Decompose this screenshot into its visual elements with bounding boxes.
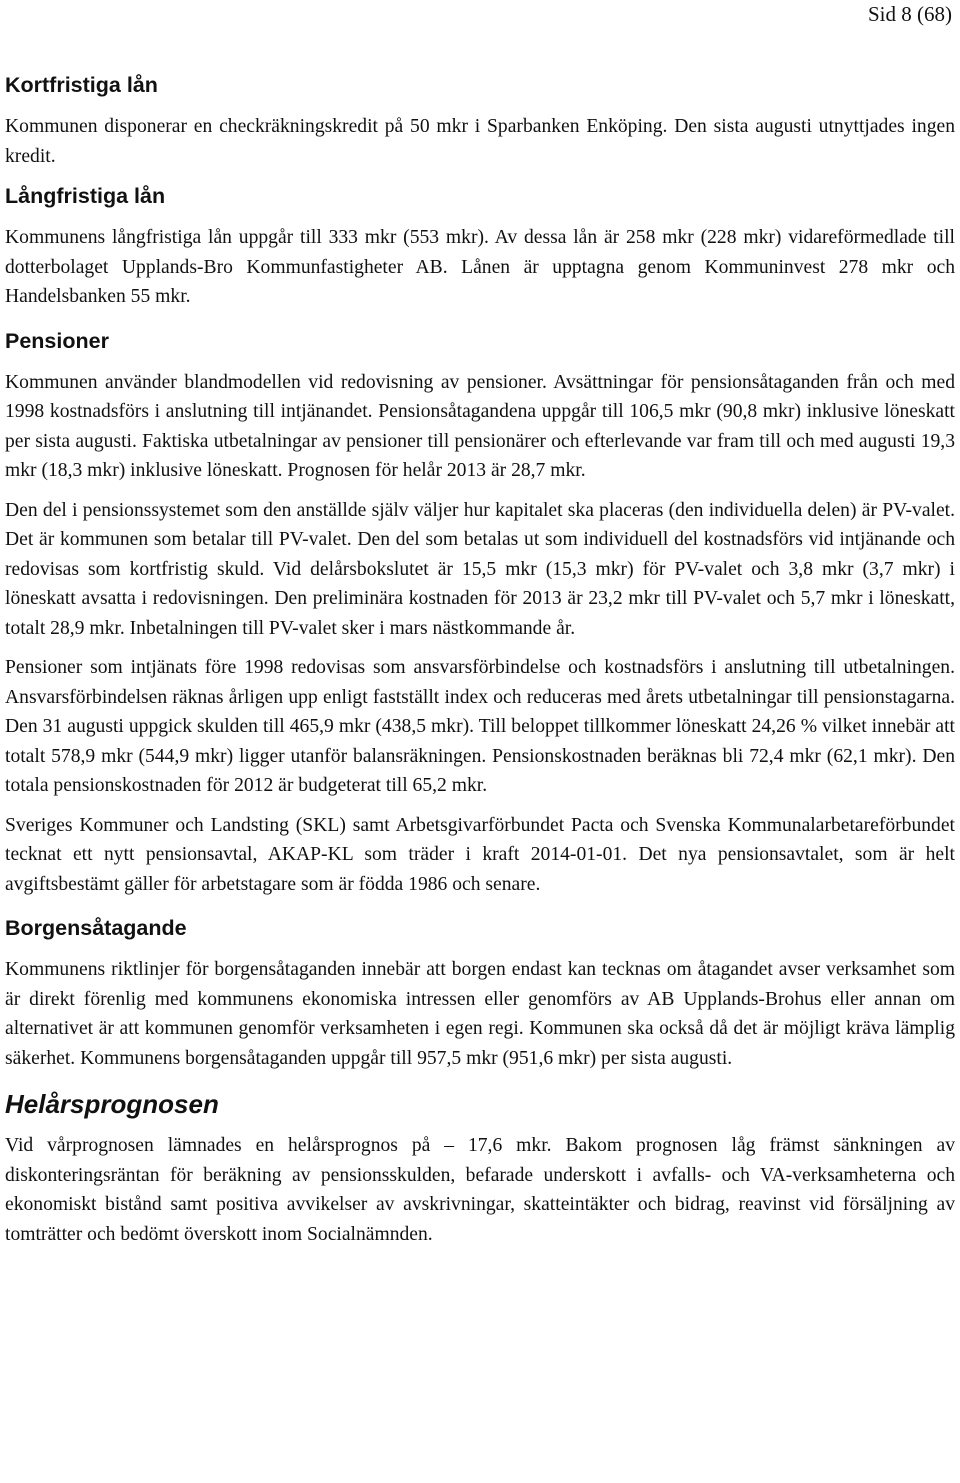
section-langfristiga-lan <box>5 181 955 312</box>
paragraph: Kommunens riktlinjer för borgensåtaganden innebär att borgen endast kan tecknas om åtagandet avser verksamhet som är direkt förenlig med kommunens ekonomiska intressen eller genomförs av AB Upplands-Brohus eller annan om alternativet är att kommunen genomför verksamheten i egen regi. Kommunen ska också då det är möjligt kräva lämplig säkerhet. Kommunens borgensåtaganden uppgår till 957,5 mkr (951,6 mkr) per sista augusti. <box>5 959 955 1069</box>
section-heading: Kortfristiga lån <box>5 73 158 97</box>
section-pensioner <box>5 326 955 900</box>
paragraph: Vid vårprognosen lämnades en helårsprognos på – 17,6 mkr. Bakom prognosen låg främst sänkningen av diskonteringsräntan för beräkning av pensionsskulden, befarade underskott i avfalls- och VA-verksamheterna och ekonomiskt bistånd samt positiva avvikelser av avskrivningar, skatteintäkter och bidrag, reavinst vid försäljning av tomträtter och bedömt överskott inom Socialnämnden. <box>5 1135 955 1245</box>
paragraph: Den del i pensionssystemet som den anställde själv väljer hur kapitalet ska placeras (den individuella delen) är PV-valet. Det är kommunen som betalar till PV-valet. Den del som betalas ut som individuell del kostnadsförs vid intjänande och redovisas som kortfristig skuld. Vid delårsbokslutet är 15,5 mkr (15,3 mkr) för PV-valet och 3,8 mkr (3,7 mkr) i löneskatt avsatta i redovisningen. Den preliminära kostnaden för 2013 är 23,2 mkr till PV-valet och 5,7 mkr i löneskatt, totalt 28,9 mkr. Inbetalningen till PV-valet sker i mars nästkommande år. <box>5 499 955 639</box>
section-heading: Pensioner <box>5 328 109 353</box>
section-helarsprognosen <box>5 1087 955 1249</box>
section-borgensatagande <box>5 913 955 1073</box>
section-heading: Borgensåtagande <box>5 916 187 940</box>
document-body <box>5 70 955 1263</box>
paragraph: Kommunen använder blandmodellen vid redovisning av pensioner. Avsättningar för pensionsåtaganden från och med 1998 kostnadsförs i anslutning till intjänandet. Pensionsåtagandena uppgår till 106,5 mkr (90,8 mkr) inklusive löneskatt per sista augusti. Faktiska utbetalningar av pensioner till pensionärer och efterlevande var fram till och med augusti 19,3 mkr (18,3 mkr) inklusive löneskatt. Prognosen för helår 2013 är 28,7 mkr. <box>5 371 955 481</box>
section-heading: Helårsprognosen <box>5 1089 219 1119</box>
paragraph: Kommunens långfristiga lån uppgår till 333 mkr (553 mkr). Av dessa lån är 258 mkr (228 mkr) vidareförmedlade till dotterbolaget Upplands-Bro Kommunfastigheter AB. Lånen är upptagna genom Kommuninvest 278 mkr och Handelsbanken 55 mkr. <box>5 227 955 307</box>
section-heading: Långfristiga lån <box>5 184 166 208</box>
section-kortfristiga-lan <box>5 70 955 171</box>
paragraph: Pensioner som intjänats före 1998 redovisas som ansvarsförbindelse och kostnadsförs i anslutning till utbetalningen. Ansvarsförbindelsen räknas årligen upp enligt fastställt index och reduceras med årets utbetalningar till pensionstagarna. Den 31 augusti uppgick skulden till 465,9 mkr (438,5 mkr). Till beloppet tillkommer löneskatt 24,26 % vilket innebär att totalt 578,9 mkr (544,9 mkr) ligger utanför balansräkningen. Pensionskostnaden beräknas bli 72,4 mkr (62,1 mkr). Den totala pensionskostnaden för 2012 är budgeterat till 65,2 mkr. <box>5 657 955 796</box>
page-number: Sid 8 (68) <box>868 2 952 26</box>
paragraph: Sveriges Kommuner och Landsting (SKL) samt Arbetsgivarförbundet Pacta och Svenska Kommunalarbetareförbundet tecknat ett nytt pensionsavtal, AKAP-KL som träder i kraft 2014-01-01. Det nya pensionsavtalet, som är helt avgiftsbestämt gäller för arbetstagare som är födda 1986 och senare. <box>5 814 955 895</box>
paragraph: Kommunen disponerar en checkräkningskredit på 50 mkr i Sparbanken Enköping. Den sista augusti utnyttjades ingen kredit. <box>5 116 955 167</box>
